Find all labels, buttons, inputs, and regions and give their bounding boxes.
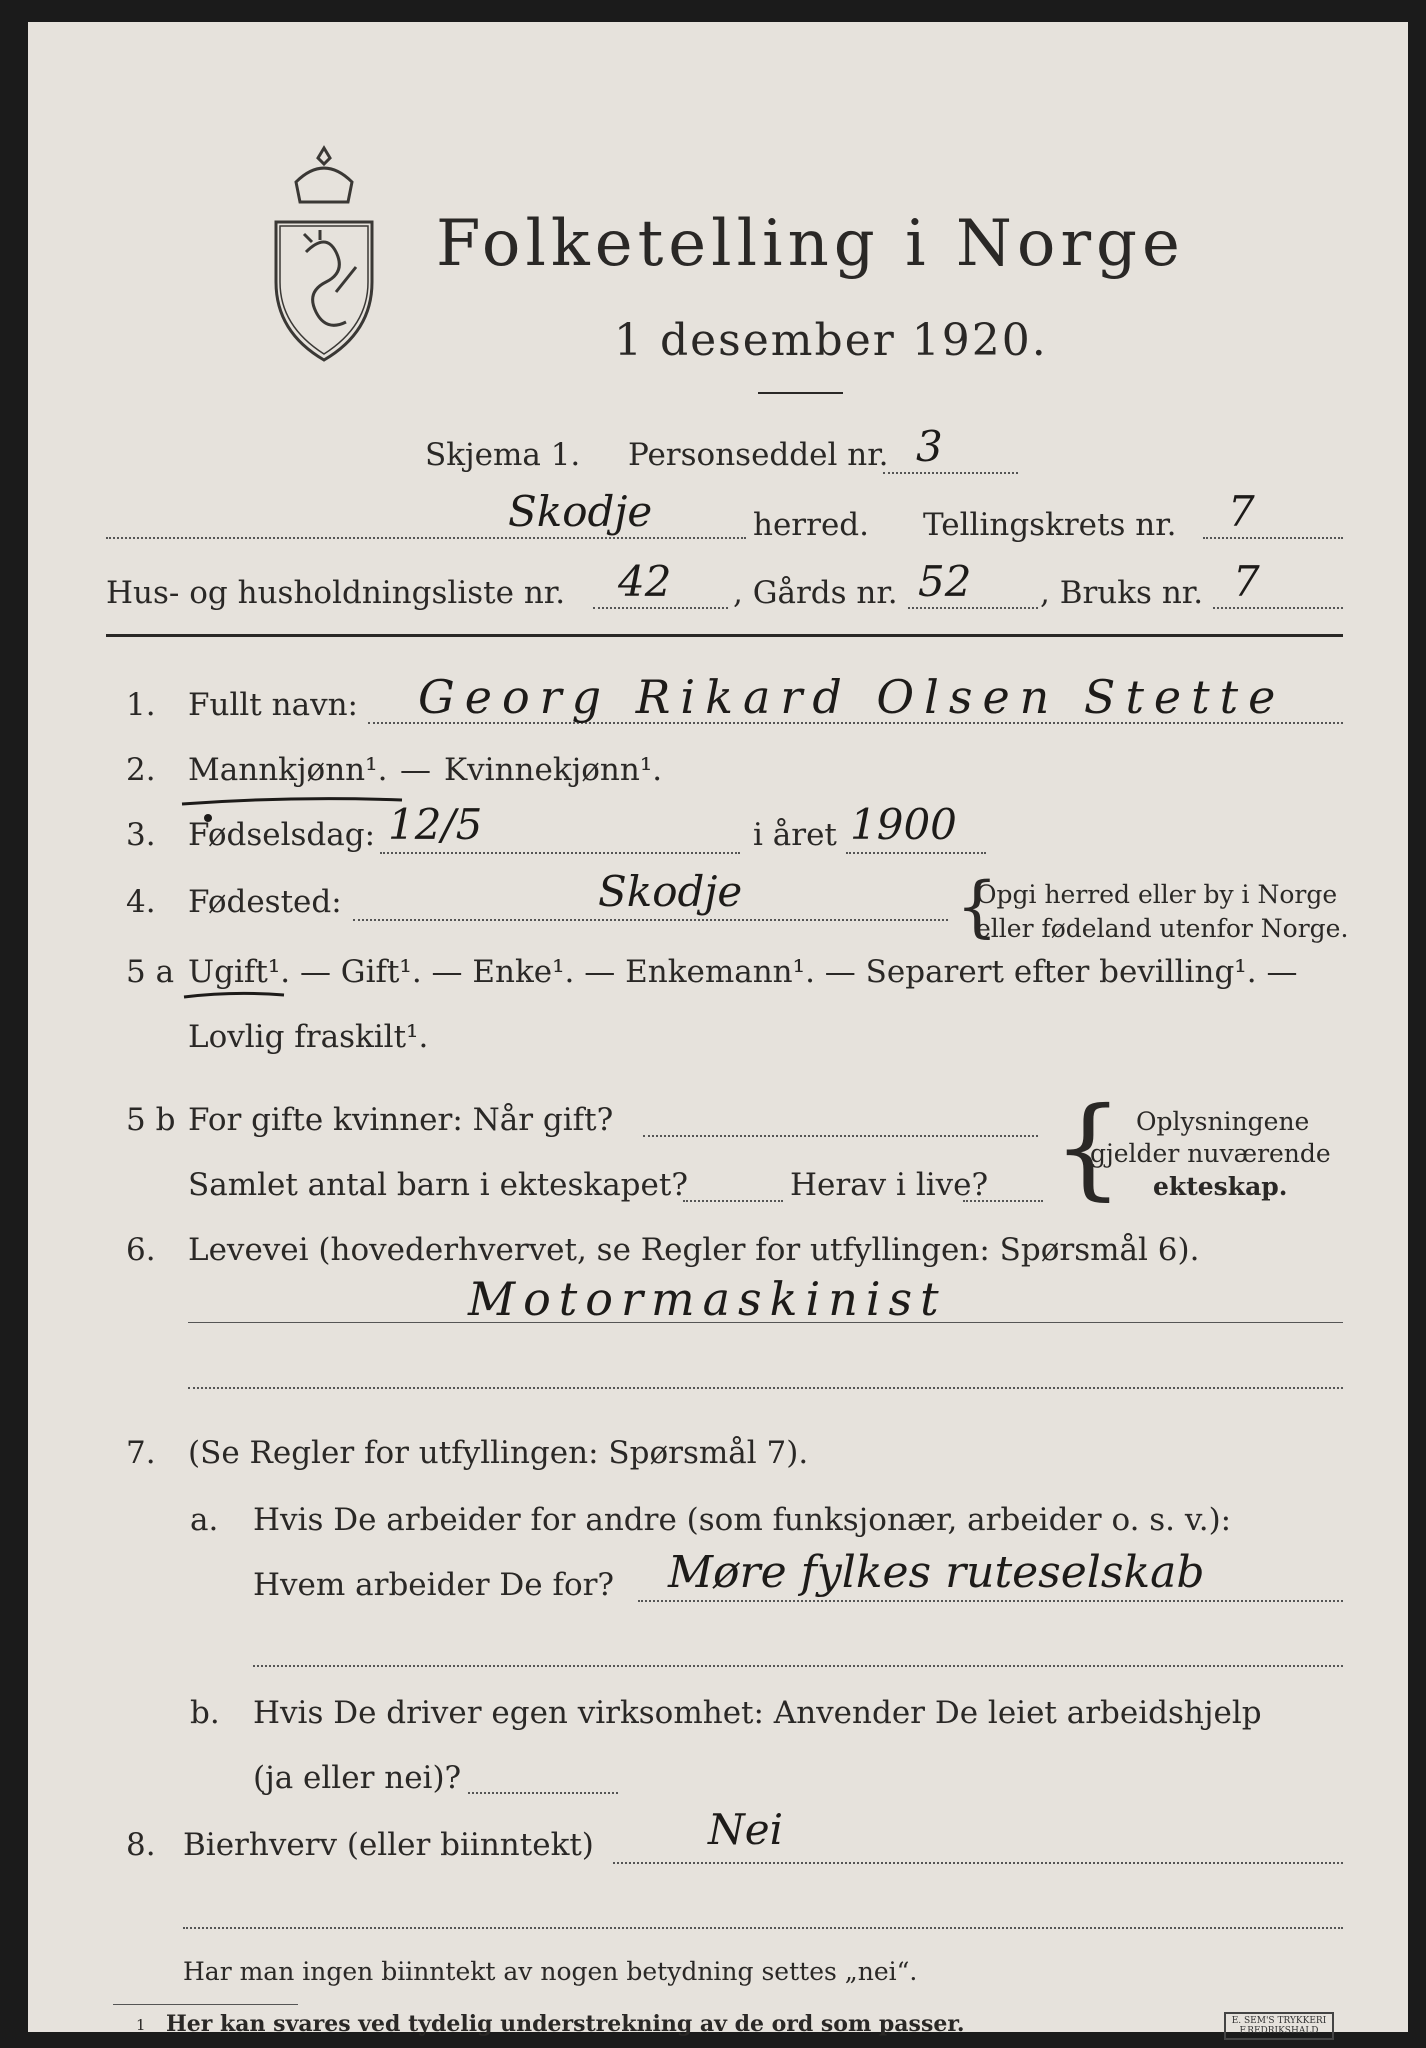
q5a-options-cont[interactable]: Lovlig fraskilt¹. xyxy=(188,1019,429,1055)
q3-birthdate-value[interactable]: 12/5 xyxy=(388,800,483,849)
q6-occupation-value[interactable]: Motormaskinist xyxy=(468,1272,947,1326)
q1-number: 1. xyxy=(126,687,156,723)
q5b-number: 5 b xyxy=(126,1102,176,1138)
footnote-text: Her kan svares ved tydelig understrekning av de ord som passer. xyxy=(166,2011,965,2037)
q5a-options[interactable]: Ugift¹. — Gift¹. — Enke¹. — Enkemann¹. — Separert efter bevilling¹. — xyxy=(188,954,1298,990)
q5b-when-married-label: For gifte kvinner: Når gift? xyxy=(188,1102,614,1138)
title-divider xyxy=(758,392,843,394)
q5b-children-label: Samlet antal barn i ekteskapet? xyxy=(188,1167,688,1203)
q3-birthyear-value[interactable]: 1900 xyxy=(850,800,957,849)
tellingskrets-field-line xyxy=(1203,537,1343,539)
q6-field-line-2[interactable] xyxy=(188,1387,1343,1389)
bruks-value[interactable]: 7 xyxy=(1233,557,1260,606)
q7b-answer-label: (ja eller nei)? xyxy=(253,1760,462,1796)
herred-label: herred. xyxy=(753,507,869,543)
q5b-alive-field[interactable] xyxy=(963,1200,1043,1202)
q5b-when-married-field[interactable] xyxy=(643,1135,1038,1137)
printer-stamp: E. SEM'S TRYKKERI F.REDRIKSHALD xyxy=(1224,2012,1334,2040)
q7b-answer-field[interactable] xyxy=(468,1792,618,1794)
q1-label: Fullt navn: xyxy=(188,687,358,723)
q8-value[interactable]: Nei xyxy=(708,1805,784,1854)
q2-number: 2. xyxy=(126,752,156,788)
q8-label: Bierhverv (eller biinntekt) xyxy=(183,1827,594,1863)
header-rule xyxy=(106,634,1343,637)
husliste-value[interactable]: 42 xyxy=(618,557,672,606)
gards-field-line xyxy=(908,607,1038,609)
q7a-letter: a. xyxy=(190,1502,219,1538)
tellingskrets-value[interactable]: 7 xyxy=(1228,487,1255,536)
q4-note-brace: { xyxy=(956,868,998,945)
q2-option-male[interactable]: Mannkjønn¹. xyxy=(188,752,388,788)
q5b-note-line3: ekteskap. xyxy=(1153,1172,1288,1201)
census-form-sheet xyxy=(28,22,1408,2037)
q7a-employer-label: Hvem arbeider De for? xyxy=(253,1567,615,1603)
q7a-label: Hvis De arbeider for andre (som funksjonær, arbeider o. s. v.): xyxy=(253,1502,1232,1538)
q4-birthplace-value[interactable]: Skodje xyxy=(598,867,743,916)
gards-value[interactable]: 52 xyxy=(918,557,972,606)
form-title: Folketelling i Norge xyxy=(436,207,1185,281)
q8-number: 8. xyxy=(126,1827,156,1863)
bruks-label: , Bruks nr. xyxy=(1040,575,1204,611)
personseddel-value[interactable]: 3 xyxy=(916,422,943,471)
footnote-number: 1 xyxy=(136,2016,146,2034)
q7a-field-line-2[interactable] xyxy=(253,1665,1343,1667)
form-date: 1 desember 1920. xyxy=(614,315,1048,366)
q4-field-line xyxy=(353,919,948,921)
q6-label: Levevei (hovederhvervet, se Regler for utfyllingen: Spørsmål 6). xyxy=(188,1232,1200,1268)
gards-label: , Gårds nr. xyxy=(733,575,898,611)
schema-label: Skjema 1. xyxy=(425,437,581,473)
q4-label: Fødested: xyxy=(188,884,342,920)
norway-coat-of-arms-icon xyxy=(266,142,382,374)
q7-label: (Se Regler for utfyllingen: Spørsmål 7). xyxy=(188,1435,809,1471)
q7b-letter: b. xyxy=(190,1695,220,1731)
q4-note-line1: Opgi herred eller by i Norge xyxy=(976,880,1338,909)
q1-full-name-value[interactable]: Georg Rikard Olsen Stette xyxy=(418,670,1286,724)
husliste-label: Hus- og husholdningsliste nr. xyxy=(106,575,566,611)
q5b-alive-label: Herav i live? xyxy=(790,1167,989,1203)
tellingskrets-label: Tellingskrets nr. xyxy=(923,507,1177,543)
q3-year-label: i året xyxy=(753,817,837,853)
q5b-note-line1: Oplysningene xyxy=(1136,1107,1310,1136)
q7a-employer-value[interactable]: Møre fylkes ruteselskab xyxy=(668,1547,1205,1598)
q7-number: 7. xyxy=(126,1435,156,1471)
herred-value[interactable]: Skodje xyxy=(508,487,653,536)
husliste-field-line xyxy=(593,607,728,609)
q3-year-field-line xyxy=(846,852,986,854)
q8-field-line-2[interactable] xyxy=(183,1927,1343,1929)
ugift-underline-mark xyxy=(180,987,290,1007)
q3-number: 3. xyxy=(126,817,156,853)
personseddel-label: Personseddel nr. xyxy=(628,437,889,473)
q2-option-female[interactable]: Kvinnekjønn¹. xyxy=(444,752,663,788)
personseddel-field-line xyxy=(883,472,1018,474)
q5b-note-brace: { xyxy=(1053,1083,1123,1211)
q5b-note-line2: gjelder nuværende xyxy=(1090,1139,1331,1168)
q7b-label: Hvis De driver egen virksomhet: Anvender De leiet arbeidshjelp xyxy=(253,1695,1262,1731)
herred-field-line xyxy=(106,537,746,539)
footnote-divider xyxy=(113,2004,298,2005)
q4-number: 4. xyxy=(126,884,156,920)
q8-field-line xyxy=(613,1862,1343,1864)
q2-separator: — xyxy=(400,752,431,788)
footer-note: Har man ingen biinntekt av nogen betydning settes „nei“. xyxy=(183,1957,918,1986)
bruks-field-line xyxy=(1213,607,1343,609)
q3-date-field-line xyxy=(380,852,740,854)
q5b-children-field[interactable] xyxy=(683,1200,783,1202)
q5a-number: 5 a xyxy=(126,954,175,990)
q6-number: 6. xyxy=(126,1232,156,1268)
q4-note-line2: eller fødeland utenfor Norge. xyxy=(976,914,1349,943)
q3-label: Fødselsdag: xyxy=(188,817,376,853)
q7a-employer-field-line xyxy=(638,1600,1343,1602)
